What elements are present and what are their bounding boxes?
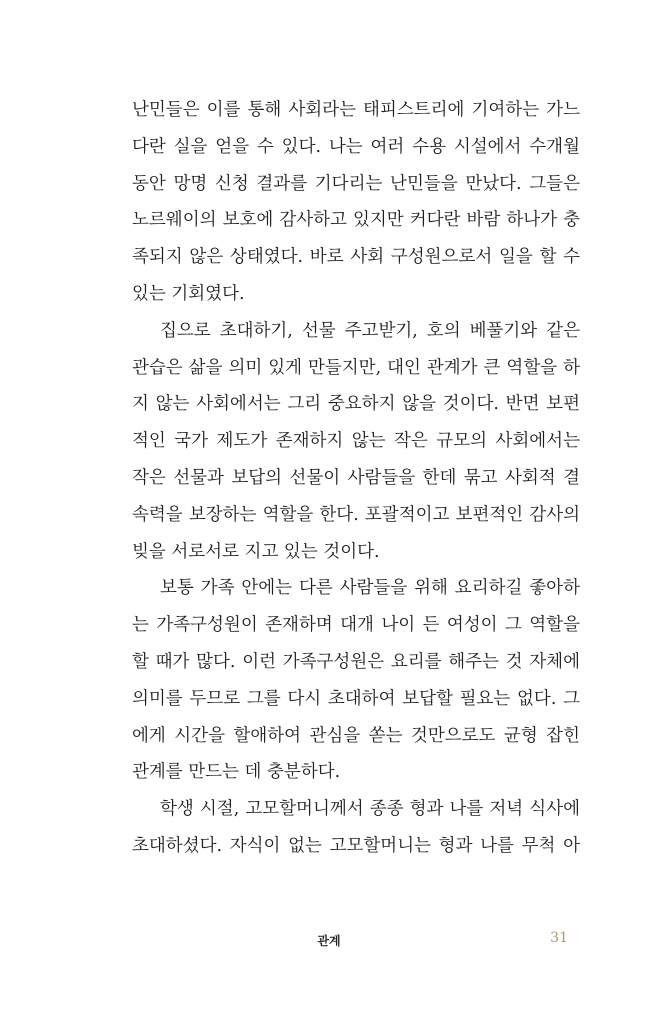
text-line: 의미를 두므로 그를 다시 초대하여 보답할 필요는 없다. 그: [132, 688, 580, 709]
text-line: 는 가족구성원이 존재하며 대개 나이 든 여성이 그 역할을: [132, 615, 580, 636]
text-line: 적인 국가 제도가 존재하지 않는 작은 규모의 사회에서는: [132, 431, 580, 452]
text-line: 에게 시간을 할애하여 관심을 쏟는 것만으로도 균형 잡힌: [132, 725, 580, 746]
text-line: 할 때가 많다. 이런 가족구성원은 요리를 해주는 것 자체에: [132, 651, 580, 672]
text-line: 족되지 않은 상태였다. 바로 사회 구성원으로서 일을 할 수: [132, 247, 580, 268]
text-line: 관습은 삶을 의미 있게 만들지만, 대인 관계가 큰 역할을 하: [132, 357, 580, 378]
text-line: 난민들은 이를 통해 사회라는 태피스트리에 기여하는 가느: [132, 100, 580, 120]
text-line: 관계를 만드는 데 충분하다.: [132, 762, 341, 783]
text-line: 다란 실을 얻을 수 있다. 나는 여러 수용 시설에서 수개월: [132, 136, 580, 157]
text-line: 있는 기회였다.: [132, 283, 245, 304]
text-line: 동안 망명 신청 결과를 기다리는 난민들을 만났다. 그들은: [132, 173, 580, 194]
body-text: [132, 92, 580, 865]
text-line: 초대하셨다. 자식이 없는 고모할머니는 형과 나를 무척 아: [132, 835, 580, 856]
text-line: 집으로 초대하기, 선물 주고받기, 호의 베풀기와 같은: [160, 320, 580, 341]
text-line: 학생 시절, 고모할머니께서 종종 형과 나를 저녁 식사에: [160, 799, 580, 820]
text-line: 지 않는 사회에서는 그리 중요하지 않을 것이다. 반면 보편: [132, 394, 580, 415]
running-title: 관계: [317, 934, 341, 948]
text-line: 작은 선물과 보답의 선물이 사람들을 한데 묶고 사회적 결: [132, 467, 580, 488]
text-line: 노르웨이의 보호에 감사하고 있지만 커다란 바람 하나가 충: [132, 210, 580, 231]
text-line: 빚을 서로서로 지고 있는 것이다.: [132, 541, 380, 562]
text-line: 보통 가족 안에는 다른 사람들을 위해 요리하길 좋아하: [160, 578, 580, 599]
text-line: 속력을 보장하는 역할을 한다. 포괄적이고 보편적인 감사의: [132, 504, 580, 525]
page-number: 31: [550, 930, 568, 946]
